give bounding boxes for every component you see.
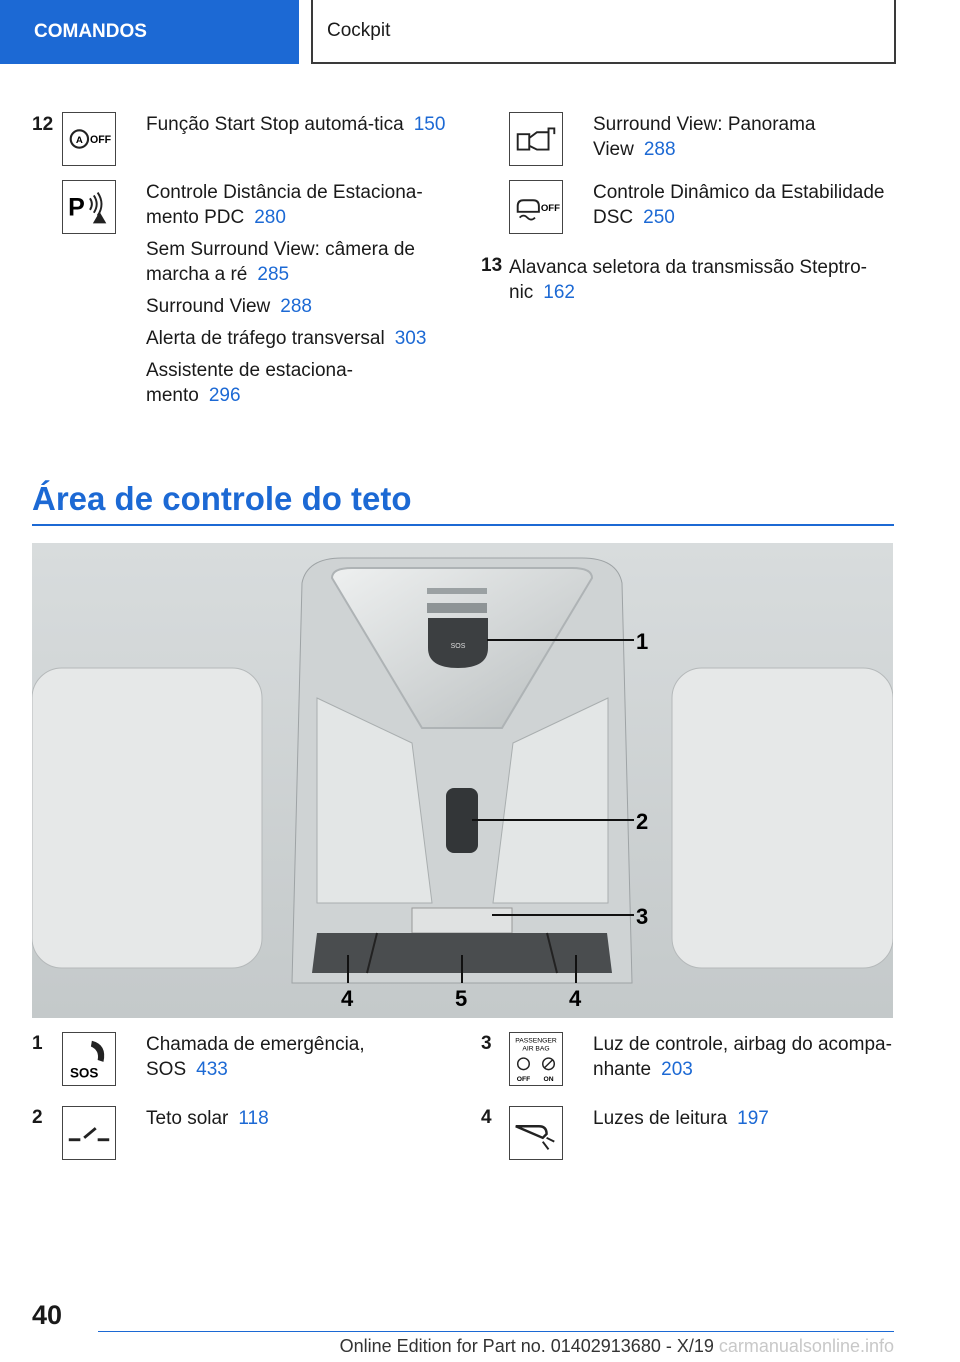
legend-3-text: [593, 1032, 893, 1089]
page-number: 40: [32, 1300, 63, 1330]
page-ref-link[interactable]: 280: [254, 207, 286, 228]
dsc-off-icon: [509, 180, 563, 234]
svg-text:A: A: [75, 134, 83, 146]
panorama-text: [593, 112, 893, 169]
roof-control-photo: [32, 543, 893, 1018]
callout-label: 5: [455, 986, 468, 1011]
icon-caption: AIR BAG: [522, 1045, 550, 1053]
item-label: Alavanca seletora da transmissão Steptro-nic: [509, 257, 868, 303]
page-ref-link[interactable]: 288: [280, 296, 312, 317]
page-ref-link[interactable]: 303: [394, 328, 427, 349]
svg-text:P: P: [68, 193, 85, 222]
legend-2-text: [146, 1106, 446, 1138]
page-ref-link[interactable]: 197: [737, 1108, 769, 1129]
callout-label: 2: [636, 809, 649, 834]
section-divider: [32, 524, 894, 526]
callout-label: 4: [341, 986, 354, 1011]
item-label: Sem Surround View: câmera de marcha a ré: [146, 239, 415, 285]
item-label: Surround View: [146, 296, 271, 317]
legend-number: 3: [481, 1033, 492, 1054]
legend-number: 2: [32, 1107, 43, 1128]
page-ref-link[interactable]: 118: [238, 1108, 269, 1129]
icon-caption: OFF: [516, 1076, 531, 1084]
panorama-view-icon: [509, 112, 563, 166]
page-ref-link[interactable]: 150: [413, 114, 446, 135]
edition-text: Online Edition for Part no. 01402913680 - X/19: [339, 1336, 714, 1356]
item-label: Alerta de tráfego transversal: [146, 328, 385, 349]
auto-start-stop-off-icon: [62, 112, 116, 166]
chapter-header: [311, 0, 896, 64]
item-number: 12: [32, 114, 54, 135]
item-label: Função Start Stop automá-tica: [146, 114, 404, 135]
svg-text:OFF: OFF: [540, 202, 561, 214]
icon-caption: ON: [543, 1076, 554, 1084]
footer-edition: [340, 1336, 894, 1357]
item-label: Teto solar: [146, 1108, 229, 1129]
item-number: 13: [481, 255, 503, 276]
page-ref-link[interactable]: 433: [196, 1059, 228, 1080]
callout-label: 1: [636, 629, 649, 654]
page-ref-link[interactable]: 203: [661, 1059, 693, 1080]
page-ref-link[interactable]: 250: [643, 207, 675, 228]
chapter-label: Cockpit: [327, 20, 391, 41]
legend-4-text: [593, 1106, 893, 1138]
item-label: Chamada de emergência, SOS: [146, 1034, 365, 1080]
item-label: Controle Dinâmico da Estabilidade DSC: [593, 182, 885, 228]
svg-text:SOS: SOS: [450, 643, 466, 650]
legend-number: 4: [481, 1107, 492, 1128]
item-label: Assistente de estaciona-mento: [146, 360, 354, 406]
icon-caption: PASSENGER: [515, 1037, 557, 1045]
pdc-parking-icon: [62, 180, 116, 234]
page-ref-link[interactable]: 288: [643, 139, 676, 160]
page-ref-link[interactable]: 285: [257, 264, 290, 285]
sunroof-icon: [62, 1106, 116, 1160]
legend-number: 1: [32, 1033, 43, 1054]
item-label: Controle Distância de Estaciona-mento PDC: [146, 182, 423, 228]
reading-light-icon: [509, 1106, 563, 1160]
dsc-text: [593, 180, 893, 237]
section-title: Área de controle do teto: [32, 480, 412, 517]
page-ref-link[interactable]: 296: [208, 385, 241, 406]
item-13-text: [509, 255, 879, 312]
svg-text:OFF: OFF: [89, 133, 112, 146]
item-label: Luzes de leitura: [593, 1108, 728, 1129]
footer-divider: [98, 1331, 894, 1332]
callout-label: 3: [636, 904, 649, 929]
watermark-text: carmanualsonline.info: [718, 1336, 894, 1356]
pdc-entries: [146, 180, 446, 415]
svg-text:SOS: SOS: [69, 1065, 99, 1081]
item-12-text: [146, 112, 446, 144]
legend-1-text: [146, 1032, 446, 1089]
sos-icon: [62, 1032, 116, 1086]
section-label: COMANDOS: [34, 21, 147, 42]
callout-label: 4: [569, 986, 582, 1011]
section-tab: [0, 0, 299, 64]
item-label: Surround View: Panorama View: [593, 114, 816, 160]
passenger-airbag-icon: [509, 1032, 563, 1086]
page-ref-link[interactable]: 162: [543, 282, 575, 303]
item-label: Luz de controle, airbag do acompa-nhante: [593, 1034, 892, 1080]
